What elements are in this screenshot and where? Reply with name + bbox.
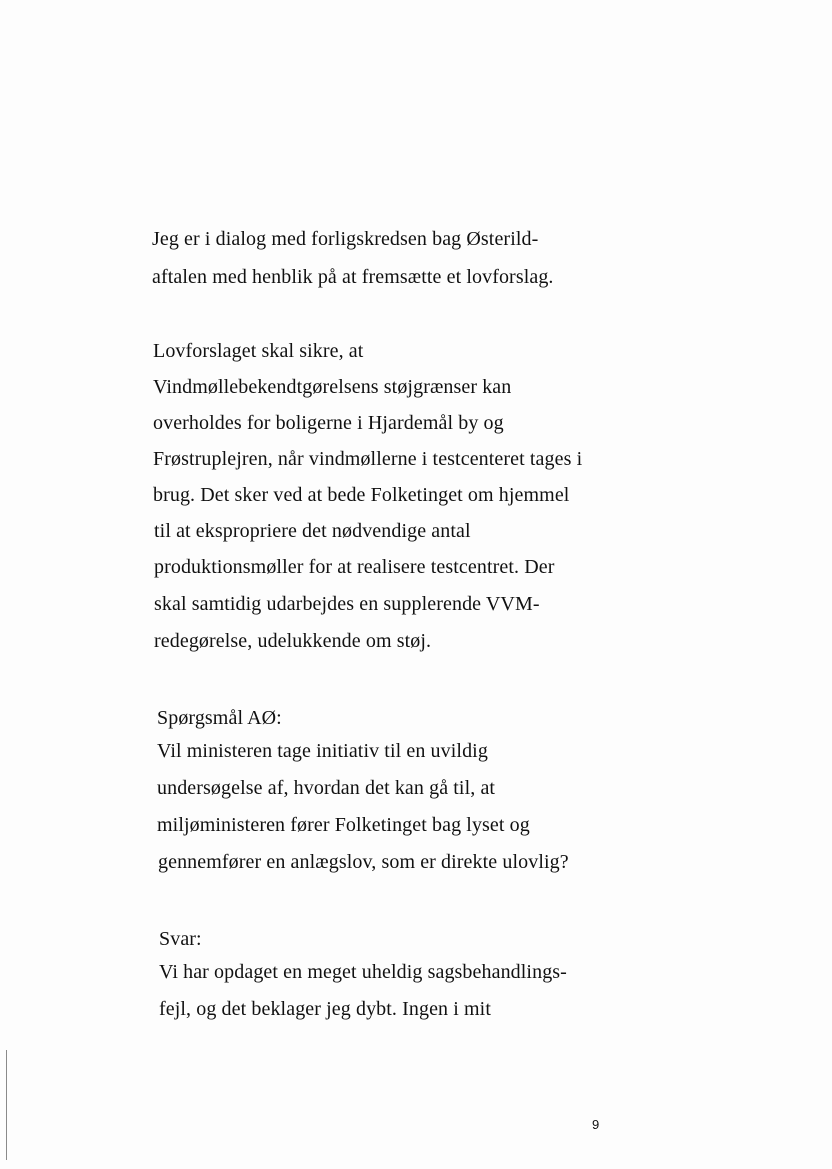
text-line: Vi har opdaget en meget uheldig sagsbehandlings- xyxy=(159,961,567,983)
text-line: Lovforslaget skal sikre, at xyxy=(153,340,364,362)
text-line: brug. Det sker ved at bede Folketinget om hjemmel xyxy=(153,484,570,506)
text-line: Spørgsmål AØ: xyxy=(157,707,282,729)
page-number: 9 xyxy=(592,1117,600,1132)
text-line: redegørelse, udelukkende om støj. xyxy=(154,630,432,652)
text-line: Svar: xyxy=(159,928,202,950)
text-line: aftalen med henblik på at fremsætte et lovforslag. xyxy=(152,266,554,288)
text-line: overholdes for boligerne i Hjardemål by og xyxy=(153,412,504,434)
text-line: Jeg er i dialog med forligskredsen bag Østerild- xyxy=(152,228,539,250)
text-line: gennemfører en anlægslov, som er direkte ulovlig? xyxy=(158,851,569,873)
text-line: Vindmøllebekendtgørelsens støjgrænser kan xyxy=(153,376,512,398)
text-line: skal samtidig udarbejdes en supplerende VVM- xyxy=(154,593,540,615)
text-line: Frøstruplejren, når vindmøllerne i testcenteret tages i xyxy=(153,448,583,470)
text-line: miljøministeren fører Folketinget bag lyset og xyxy=(157,814,530,836)
text-line: produktionsmøller for at realisere testcentret. Der xyxy=(154,556,555,578)
text-line: Vil ministeren tage initiativ til en uvildig xyxy=(157,740,488,762)
scan-edge-mark xyxy=(6,1050,7,1160)
text-line: fejl, og det beklager jeg dybt. Ingen i mit xyxy=(159,998,491,1020)
text-line: til at ekspropriere det nødvendige antal xyxy=(154,520,471,542)
text-line: undersøgelse af, hvordan det kan gå til, at xyxy=(157,777,496,799)
